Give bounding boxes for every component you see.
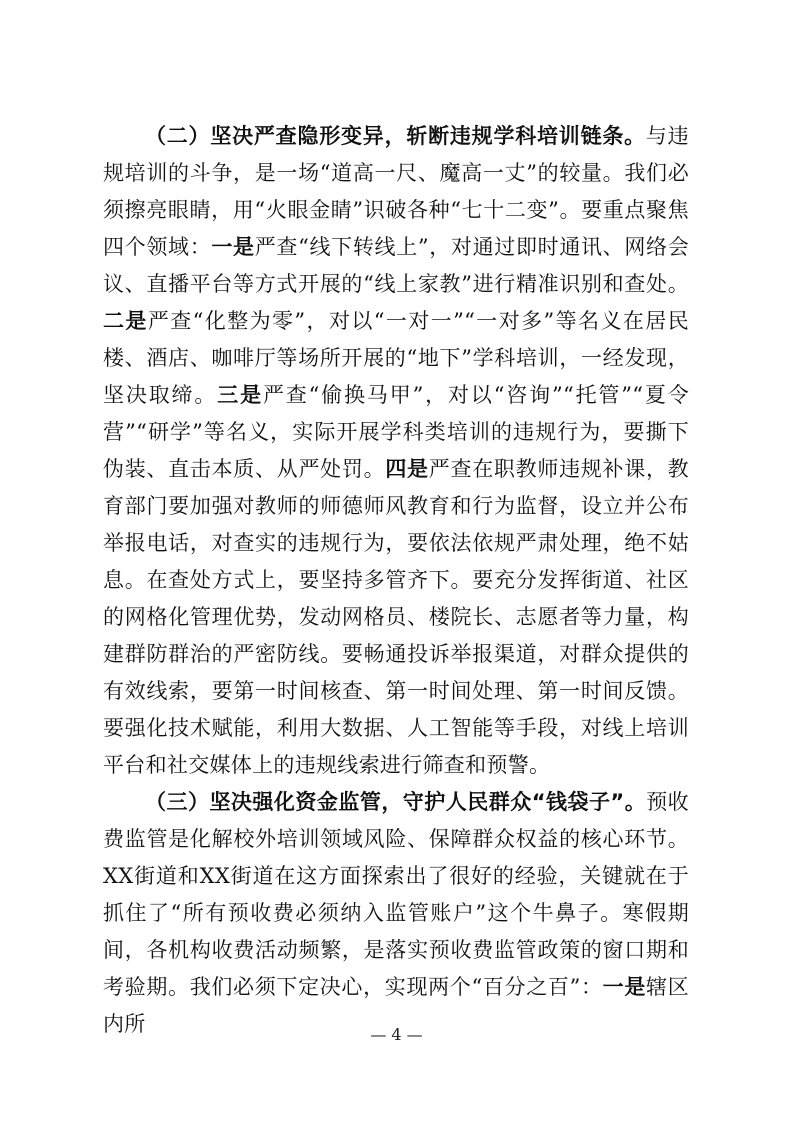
paragraph-text: 严查“偷换马甲”，对以“咨询”“托管”“夏令营”“研学”等名义，实际开展学科类培训的违规行为，要撕下伪装、直击本质、从严处罚。 xyxy=(103,383,690,481)
list-marker-2: 二是 xyxy=(103,309,148,333)
list-marker-1: 一是 xyxy=(602,975,647,999)
list-marker-3: 三是 xyxy=(217,383,263,407)
paragraph-text: 与违规培训的斗争，是一场“道高一尺、魔高一丈”的较量。我们必须擦亮眼睛，用“火眼金睛”识破各种“七十二变”。要重点聚焦四个领域： xyxy=(103,124,689,259)
section-2-heading: （二）坚决严查隐形变异，斩断违规学科培训链条。 xyxy=(145,124,646,148)
list-marker-1: 一是 xyxy=(211,235,255,259)
paragraph-text: 严查“线下转线上”，对通过即时通讯、网络会议、直播平台等方式开展的“线上家教”进行精准识别和查处。 xyxy=(103,235,689,296)
paragraph-text: 预收费监管是化解校外培训领域风险、保障群众权益的核心环节。XX街道和XX街道在这方面探索出了很好的经验，关键就在于抓住了“所有预收费必须纳入监管账户”这个牛鼻子。寒假期间，各机构收费活动频繁，是落实预收费监管政策的窗口期和考验期。我们必须下定决心，实现两个“百分之百”： xyxy=(103,790,689,999)
paragraph-section-2 xyxy=(103,118,689,784)
list-marker-4: 四是 xyxy=(385,457,429,481)
paragraph-text: 严查在职教师违规补课，教育部门要加强对教师的师德师风教育和行为监督，设立并公布举报电话，对查实的违规行为，要依法依规严肃处理，绝不姑息。在查处方式上，要坚持多管齐下。要充分发挥街道、社区的网格化管理优势，发动网格员、楼院长、志愿者等力量，构建群防群治的严密防线。要畅通投诉举报渠道，对群众提供的有效线索，要第一时间核查、第一时间处理、第一时间反馈。要强化技术赋能，利用大数据、人工智能等手段，对线上培训平台和社交媒体上的违规线索进行筛查和预警。 xyxy=(103,457,689,777)
paragraph-text: 严查“化整为零”，对以“一对一”“一对多”等名义在居民楼、酒店、咖啡厅等场所开展的“地下”学科培训，一经发现，坚决取缔。 xyxy=(103,309,690,407)
document-body xyxy=(103,118,689,1043)
paragraph-section-3 xyxy=(103,784,689,1043)
paragraph-text: 辖区内所 xyxy=(103,975,689,1036)
section-3-heading: （三）坚决强化资金监管，守护人民群众“钱袋子”。 xyxy=(145,790,647,814)
page-number: — 4 — xyxy=(370,1025,423,1044)
